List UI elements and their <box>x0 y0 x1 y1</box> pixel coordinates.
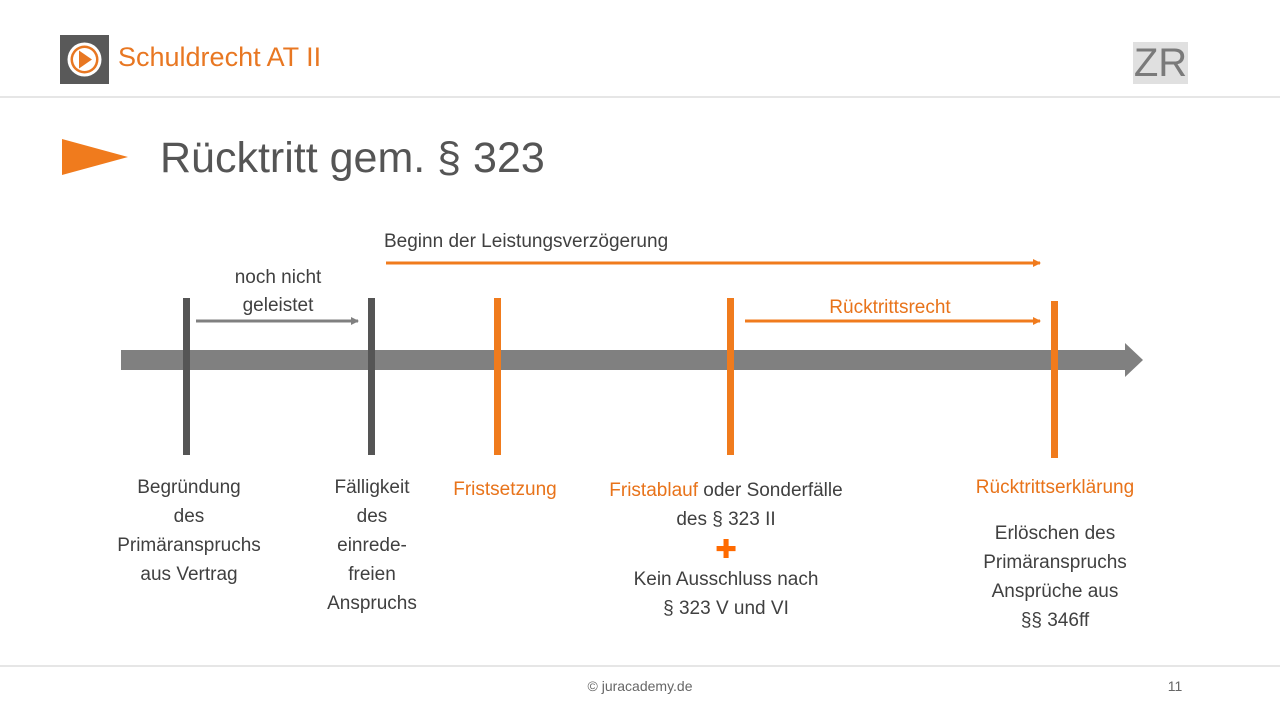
tick-withdrawal-declaration <box>1051 301 1058 458</box>
delay-label: Beginn der Leistungsverzögerung <box>384 231 669 252</box>
event-withdrawal-declaration: Rücktrittserklärung <box>975 477 1135 498</box>
timeline-axis <box>121 343 1143 377</box>
withdrawal-right-label: Rücktrittsrecht <box>829 297 951 318</box>
tick-contract-formation <box>183 298 190 455</box>
slide-title: Rücktritt gem. § 323 <box>160 134 545 182</box>
zr-badge: ZR <box>1133 41 1188 85</box>
event-withdrawal-consequences: Erlöschen des Primäranspruchs Ansprüche aus §§ 346ff <box>983 523 1127 631</box>
event-deadline-set: Fristsetzung <box>453 479 557 500</box>
event-contract-formation: Begründung des Primäranspruchs aus Vertrag <box>117 477 261 585</box>
page-number: 11 <box>1167 678 1183 694</box>
event-due-date: Fälligkeit des einrede- freien Anspruchs <box>327 477 417 614</box>
footer-divider <box>0 665 1280 667</box>
not-performed-label: noch nicht geleistet <box>234 267 322 316</box>
footer-copyright: © juracademy.de <box>587 678 693 694</box>
plus-icon: ✚ <box>715 534 737 564</box>
course-title: Schuldrecht AT II <box>118 42 322 72</box>
tick-deadline-expiry <box>727 298 734 455</box>
event-deadline-expiry: Fristablauf oder Sonderfälle des § 323 II ✚ Kein Ausschluss nach § 323 V und VI <box>576 476 876 623</box>
tick-due-date <box>368 298 375 455</box>
deadline-expiry-highlight: Fristablauf <box>609 480 698 501</box>
tick-deadline-set <box>494 298 501 455</box>
